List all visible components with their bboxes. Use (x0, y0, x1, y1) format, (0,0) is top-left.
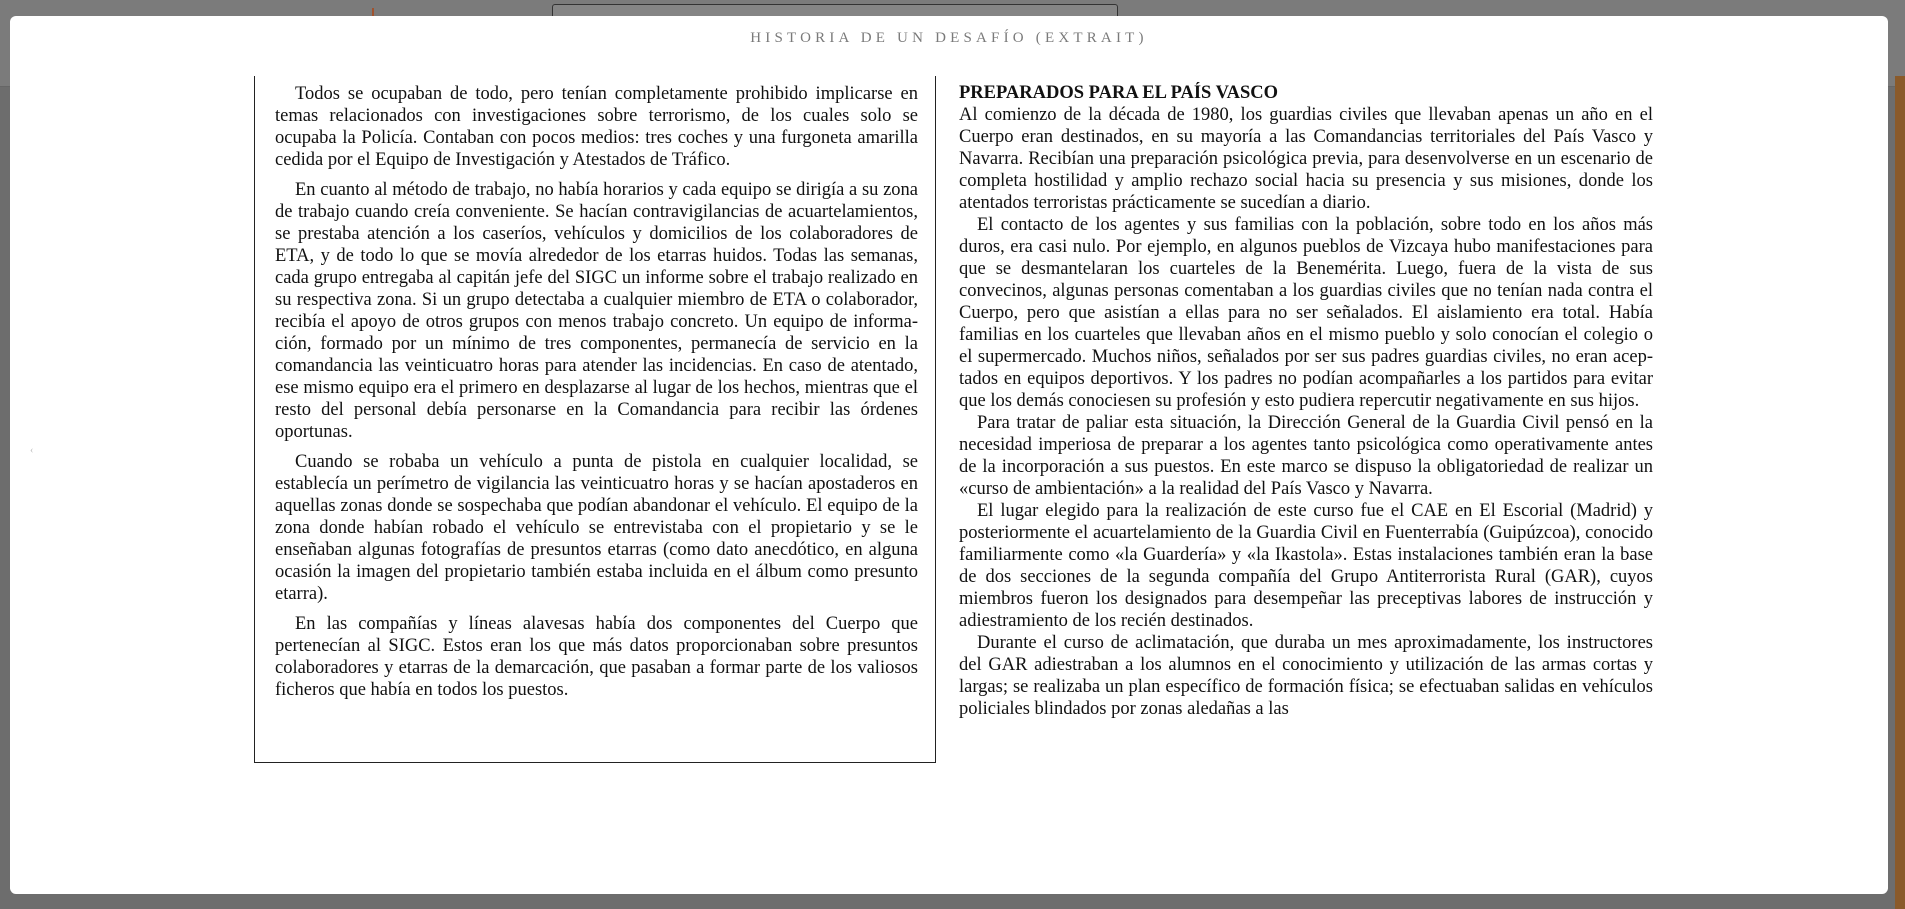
left-edge-marker: ‹ (30, 445, 34, 456)
background-side-strip (1895, 76, 1905, 909)
body-paragraph: Para tratar de paliar esta situación, la Dirección General de la Guardia Civil pensó en la necesidad imperiosa de preparar a los agentes tanto psicológica como operativamente antes de la incorporación a sus puestos. En este marco se dispuso la obligatoriedad de realizar un «curso de ambientación» a la realidad del País Vasco y Navarra. (959, 413, 1653, 499)
boxed-text-column (275, 83, 918, 709)
main-text-column (959, 82, 1653, 894)
body-paragraph: Al comienzo de la década de 1980, los guardias civiles que llevaban apenas un año en el Cuerpo eran destinados, en su mayoría a las Comandancias territoriales del País Vasco y Navarra. Recibían una preparación psicológica previa, para desenvolverse en un escenario de completa hostilidad y amplio rechazo social hacia su presencia y sus misiones, donde los atentados terroristas prácticamente se sucedían a diario. (959, 105, 1653, 213)
boxed-paragraph: Cuando se robaba un vehículo a punta de pistola en cualquier localidad, se establecía un perímetro de vigilancia las veinticuatro horas y se hacían apostaderos en aquellas zonas donde se sospechaba que podían abandonar el vehículo. El equipo de la zona donde habían robado el vehículo se entrevistaba con el propietario y se le enseñaban algunas fotografías de presuntos etarras (como dato anecdótico, en alguna ocasión la imagen del propietario también estaba incluida en el álbum como presunto etarra). (275, 452, 918, 604)
modal-title: HISTORIA DE UN DESAFÍO (EXTRAIT) (750, 30, 1148, 46)
document-viewer-modal (10, 16, 1888, 894)
boxed-paragraph: Todos se ocupaban de todo, pero tenían completamente prohibido implicarse en temas relacionados con investigaciones sobre terrorismo, de los cuales solo se ocupaba la Policía. Contaban con pocos medios: tres coches y una furgoneta amarilla cedida por el Equipo de Investigación y Atestados de Tráfico. (275, 84, 918, 170)
boxed-paragraph: En las compañías y líneas alavesas había dos componentes del Cuerpo que pertenecían al SIGC. Estos eran los que más datos proporcionaban sobre presuntos colaboradores y etarras de la demarcación, que pasaban a formar parte de los valiosos ficheros que había en todos los puestos. (275, 614, 918, 700)
section-heading: PREPARADOS PARA EL PAÍS VASCO (959, 83, 1279, 103)
boxed-paragraph: En cuanto al método de trabajo, no había horarios y cada equipo se dirigía a su zona de trabajo cuando creía conveniente. Se hacían contravigilancias de acuartelamientos, se prestaba atención a los caseríos, vehículos y domicilios de los colaboradores de ETA, y de todo lo que se movía alrededor de los etarras huidos. Todas las semanas, cada grupo entregaba al capitán jefe del SIGC un informe sobre el trabajo realizado en su respectiva zona. Si un grupo detectaba a cualquier miembro de ETA o colaborador, recibía el apoyo de otros grupos con menos trabajo concreto. Un equipo de información, formado por un mínimo de tres componentes, permanecía de servicio en la comandancia las veinticuatro horas para atender las incidencias. En caso de atentado, ese mismo equipo era el primero en desplazarse al lugar de los hechos, mientras que el resto del personal debía personarse en la Comandancia para recibir las órdenes oportunas. (275, 180, 918, 442)
body-paragraph: El lugar elegido para la realización de este curso fue el CAE en El Escorial (Madrid) y posteriormente el acuartelamiento de la Guardia Civil en Fuenterrabía (Guipúzcoa), conocido familiarmente como «la Guardería» y «la Ikastola». Estas instalaciones también eran la base de dos secciones de la segunda compañía del Grupo Antiterrorista Rural (GAR), cuyos miembros fueron los designados para desempeñar las preceptivas labores de instrucción y adiestramiento de los recién destinados. (959, 501, 1653, 631)
body-paragraph: Durante el curso de aclimatación, que duraba un mes aproximadamente, los instructores del GAR adiestraban a los alumnos en el conocimiento y utilización de las armas cortas y largas; se realizaba un plan específico de formación física; se efectuaban salidas en vehículos policiales blindados por zonas aledañas a las (959, 633, 1653, 719)
body-paragraph: El contacto de los agentes y sus familias con la población, sobre todo en los años más duros, era casi nulo. Por ejemplo, en algunos pueblos de Vizcaya hubo manifestaciones para que se desmantelaran los cuarteles de la Benemérita. Luego, fuera de la vista de sus convecinos, algunas personas comentaban a los guardias civiles que no tenían nada contra el Cuerpo, pero que asistían a ellas para no ser señalados. El aislamiento era total. Había familias en los cuarteles que llevaban años en el mismo pueblo y solo conocían el colegio o el supermercado. Muchos niños, señalados por ser sus padres guardias civiles, no eran aceptados en equipos deportivos. Y los padres no podían acompañarles a los partidos para evitar que los demás conociesen su profesión y esto pudiera repercutir negativamente en sus hijos. (959, 215, 1653, 411)
